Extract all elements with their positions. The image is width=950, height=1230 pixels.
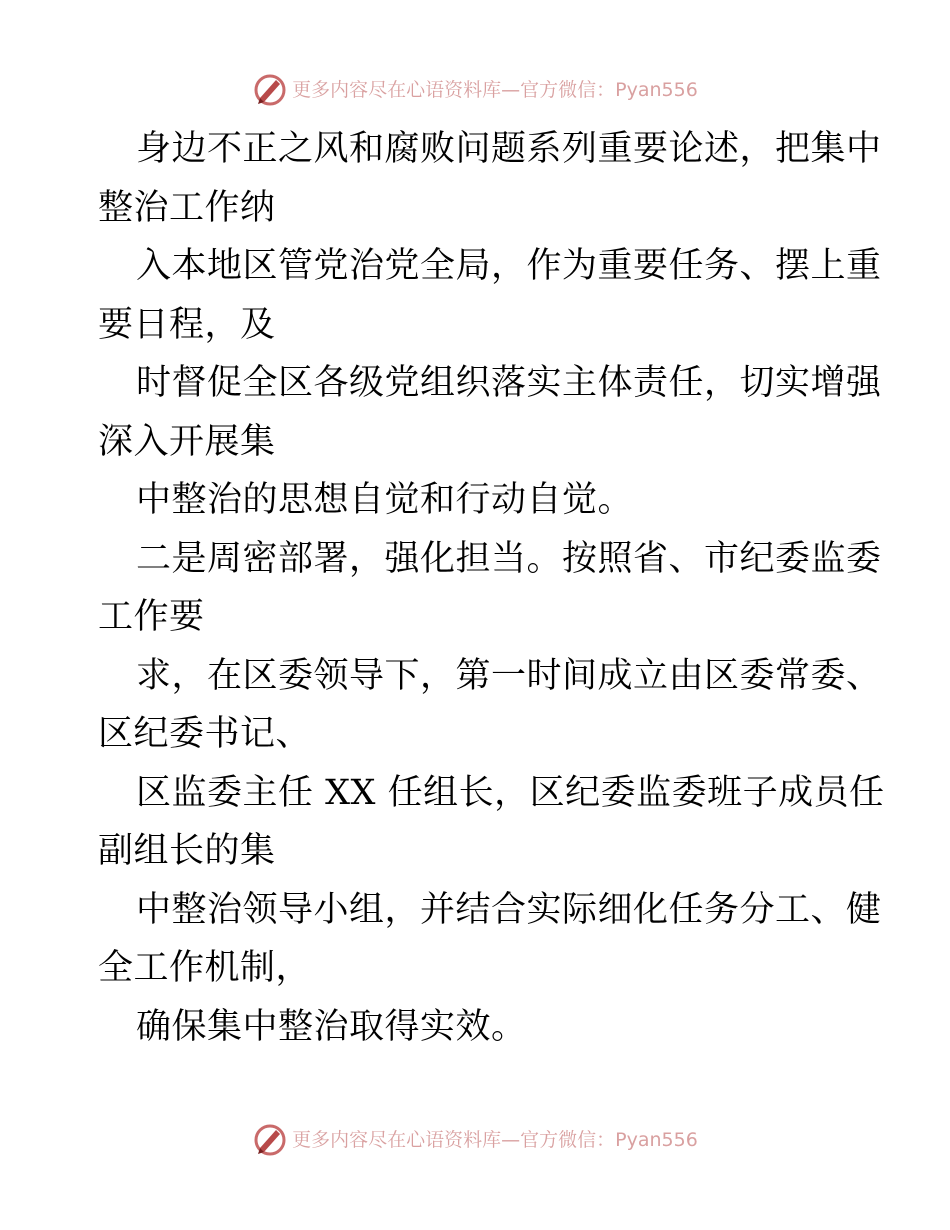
pen-logo-icon (252, 1122, 288, 1158)
watermark-text: 更多内容尽在心语资料库—官方微信：Pyan556 (292, 79, 698, 101)
text-line: 二是周密部署，强化担当。按照省、市纪委监委 (136, 538, 882, 579)
text-line: 求，在区委领导下，第一时间成立由区委常委、 (136, 655, 882, 696)
text-line: 入本地区管党治党全局，作为重要任务、摆上重 (136, 246, 882, 286)
text-line: 中整治领导小组，并结合实际细化任务分工、健 (136, 889, 882, 930)
text-line: 区纪委书记、 (98, 714, 312, 754)
header-watermark (0, 72, 950, 108)
text-line: 区监委主任 XX 任组长，区纪委监委班子成员任 (136, 772, 885, 813)
text-line: 要日程，及 (98, 304, 276, 345)
pen-logo-icon (252, 72, 288, 108)
text-line: 全工作机制， (98, 948, 312, 988)
text-line: 整治工作纳 (98, 187, 276, 228)
text-line: 确保集中整治取得实效。 (136, 1006, 527, 1047)
body-text (98, 120, 885, 1056)
text-line: 工作要 (98, 597, 205, 637)
text-line: 时督促全区各级党组织落实主体责任，切实增强 (136, 363, 882, 403)
text-line: 深入开展集 (98, 421, 276, 462)
text-line: 中整治的思想自觉和行动自觉。 (136, 480, 634, 520)
watermark-text: 更多内容尽在心语资料库—官方微信：Pyan556 (292, 1129, 698, 1151)
footer-watermark (0, 1122, 950, 1158)
text-line: 身边不正之风和腐败问题系列重要论述，把集中 (136, 129, 882, 169)
text-line: 副组长的集 (98, 831, 276, 871)
